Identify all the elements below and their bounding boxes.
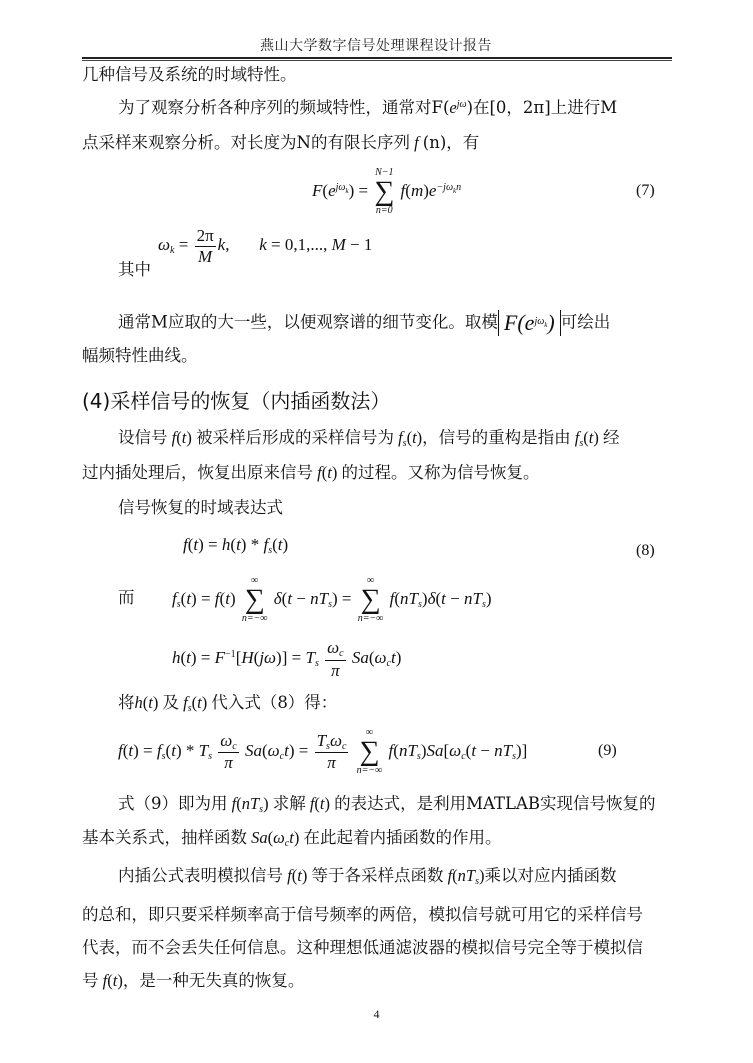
text: (n)，有 [422,133,480,152]
page-number: 4 [373,1007,380,1021]
text: 在此起着内插函数的作用。 [303,828,502,847]
text: 点采样来观察分析。对长度为N的有限长序列 [82,133,410,152]
equation-7: $F(e^{j\omega_k})$ = N−1 ∑ n=0 $f(m)e^{-j\omega_kn}$ [312,167,462,216]
paragraph-8: 将h(t) 及 $f_s(t)$ 代入式（8）得： [118,693,338,714]
math-e-jw: $e^{j\omega}$ [449,98,467,117]
paragraph-1: 几种信号及系统的时域特性。 [82,65,297,84]
text: 过内插处理后，恢复出原来信号 [82,463,313,482]
paragraph-2-line-1 [118,100,617,117]
equation-omega-k: $\omega_k$ = $\frac{2\pi}{M}$ k, k = 0,1,..., M − 1 [158,226,373,266]
paragraph-5-line-2: 过内插处理后，恢复出原来信号 f(t) 的过程。又称为信号恢复。 [82,463,540,482]
paragraph-5-line-1: 设信号 f(t) 被采样后形成的采样信号为 $f_s(t)$，信号的重构是指由 $f_s(t)$ 经 [118,428,620,449]
paragraph-4-line-1 [118,310,610,336]
text: 内插公式表明模拟信号 [118,866,283,885]
text: ，是一种无失真的恢复。 [122,971,305,990]
text: 代入式（8）得： [211,693,338,712]
text: 号 [82,971,99,990]
text: 乘以对应内插函数 [484,866,617,885]
math-abs-F: $F(e^{j\omega_k})$ [498,310,561,336]
text: 等于各采样点函数 [311,866,444,885]
paragraph-10-line-3: 代表，而不会丢失任何信息。这种理想低通滤波器的模拟信号完全等于模拟信 [82,938,643,957]
equation-8-number: (8) [636,542,655,559]
paragraph-4-line-2: 幅频特性曲线。 [82,346,198,365]
paragraph-9-line-1: 式（9）即为用 $f(nT_s)$ 求解 f(t) 的表达式，是利用MATLAB实现信号恢复的 [118,794,656,815]
math-f: f [409,133,423,152]
text: ，信号的重构是指由 [422,428,571,447]
text: 将 [118,693,135,712]
equation-8: $f(t) = h(t) * f_s(t)$ [183,535,289,556]
header-rule [82,57,672,59]
equation-9-number: (9) [598,742,617,759]
text: 及 [162,693,179,712]
paragraph-10-line-4: 号 f(t)，是一种无失真的恢复。 [82,971,305,990]
text: 通常M应取的大一些，以便观察谱的细节变化。取模 [118,312,498,332]
paragraph-7-label: 而 [118,588,135,607]
equation-7-number: (7) [636,182,655,199]
text: 的表达式，是利用MATLAB实现信号恢复的 [334,794,656,813]
text: 基本关系式，抽样函数 [82,828,247,847]
equation-h: $h(t) = F^{-1}[H(j\omega)] = T_s$ $\frac{\omega_c}{\pi}$ $Sa(\omega_ct)$ [172,638,402,680]
paragraph-6: 信号恢复的时域表达式 [118,498,283,517]
text: 可绘出 [560,312,611,332]
header-rule-thin [82,60,672,61]
text: 的过程。又称为信号恢复。 [341,463,540,482]
equation-9: $f(t) = f_s(t) * T_s$ $\frac{\omega_c}{\pi}$ $Sa(\omega_ct)$ = $\frac{T_s\omega_c}{\pi}$ ∞ ∑ n=−∞ $f(nT_s)Sa[\omega_c(t - nT_s)]$ [118,727,528,776]
text: 为了观察分析各种序列的频域特性，通常对F( [118,98,450,117]
text: 式（9）即为用 [118,794,228,813]
paragraph-10-line-2: 的总和，即只要采样频率高于信号频率的两倍，模拟信号就可用它的采样信号 [82,905,643,924]
text: 求解 [272,794,306,813]
page-header: 燕山大学数字信号处理课程设计报告 [260,38,492,54]
paragraph-9-line-2: 基本关系式，抽样函数 $Sa(\omega_ct)$ 在此起着内插函数的作用。 [82,828,502,849]
text: 经 [603,428,620,447]
section-title: (4)采样信号的恢复（内插函数法） [82,389,391,413]
text: 设信号 [118,428,168,447]
equation-fs: $f_s(t) = f(t)$ ∞ ∑ n=−∞ $\delta(t - nT_s)$ = ∞ ∑ n=−∞ $f(nT_s)\delta(t - nT_s)$ [172,575,492,624]
paragraph-2-line-2 [82,135,479,152]
text: 被采样后形成的采样信号为 [195,428,394,447]
text: )在[0，2π]上进行M [466,98,618,117]
paragraph-10-line-1: 内插公式表明模拟信号 f(t) 等于各采样点函数 $f(nT_s)$乘以对应内插函数 [118,866,617,887]
paragraph-3-label: 其中 [118,260,151,279]
